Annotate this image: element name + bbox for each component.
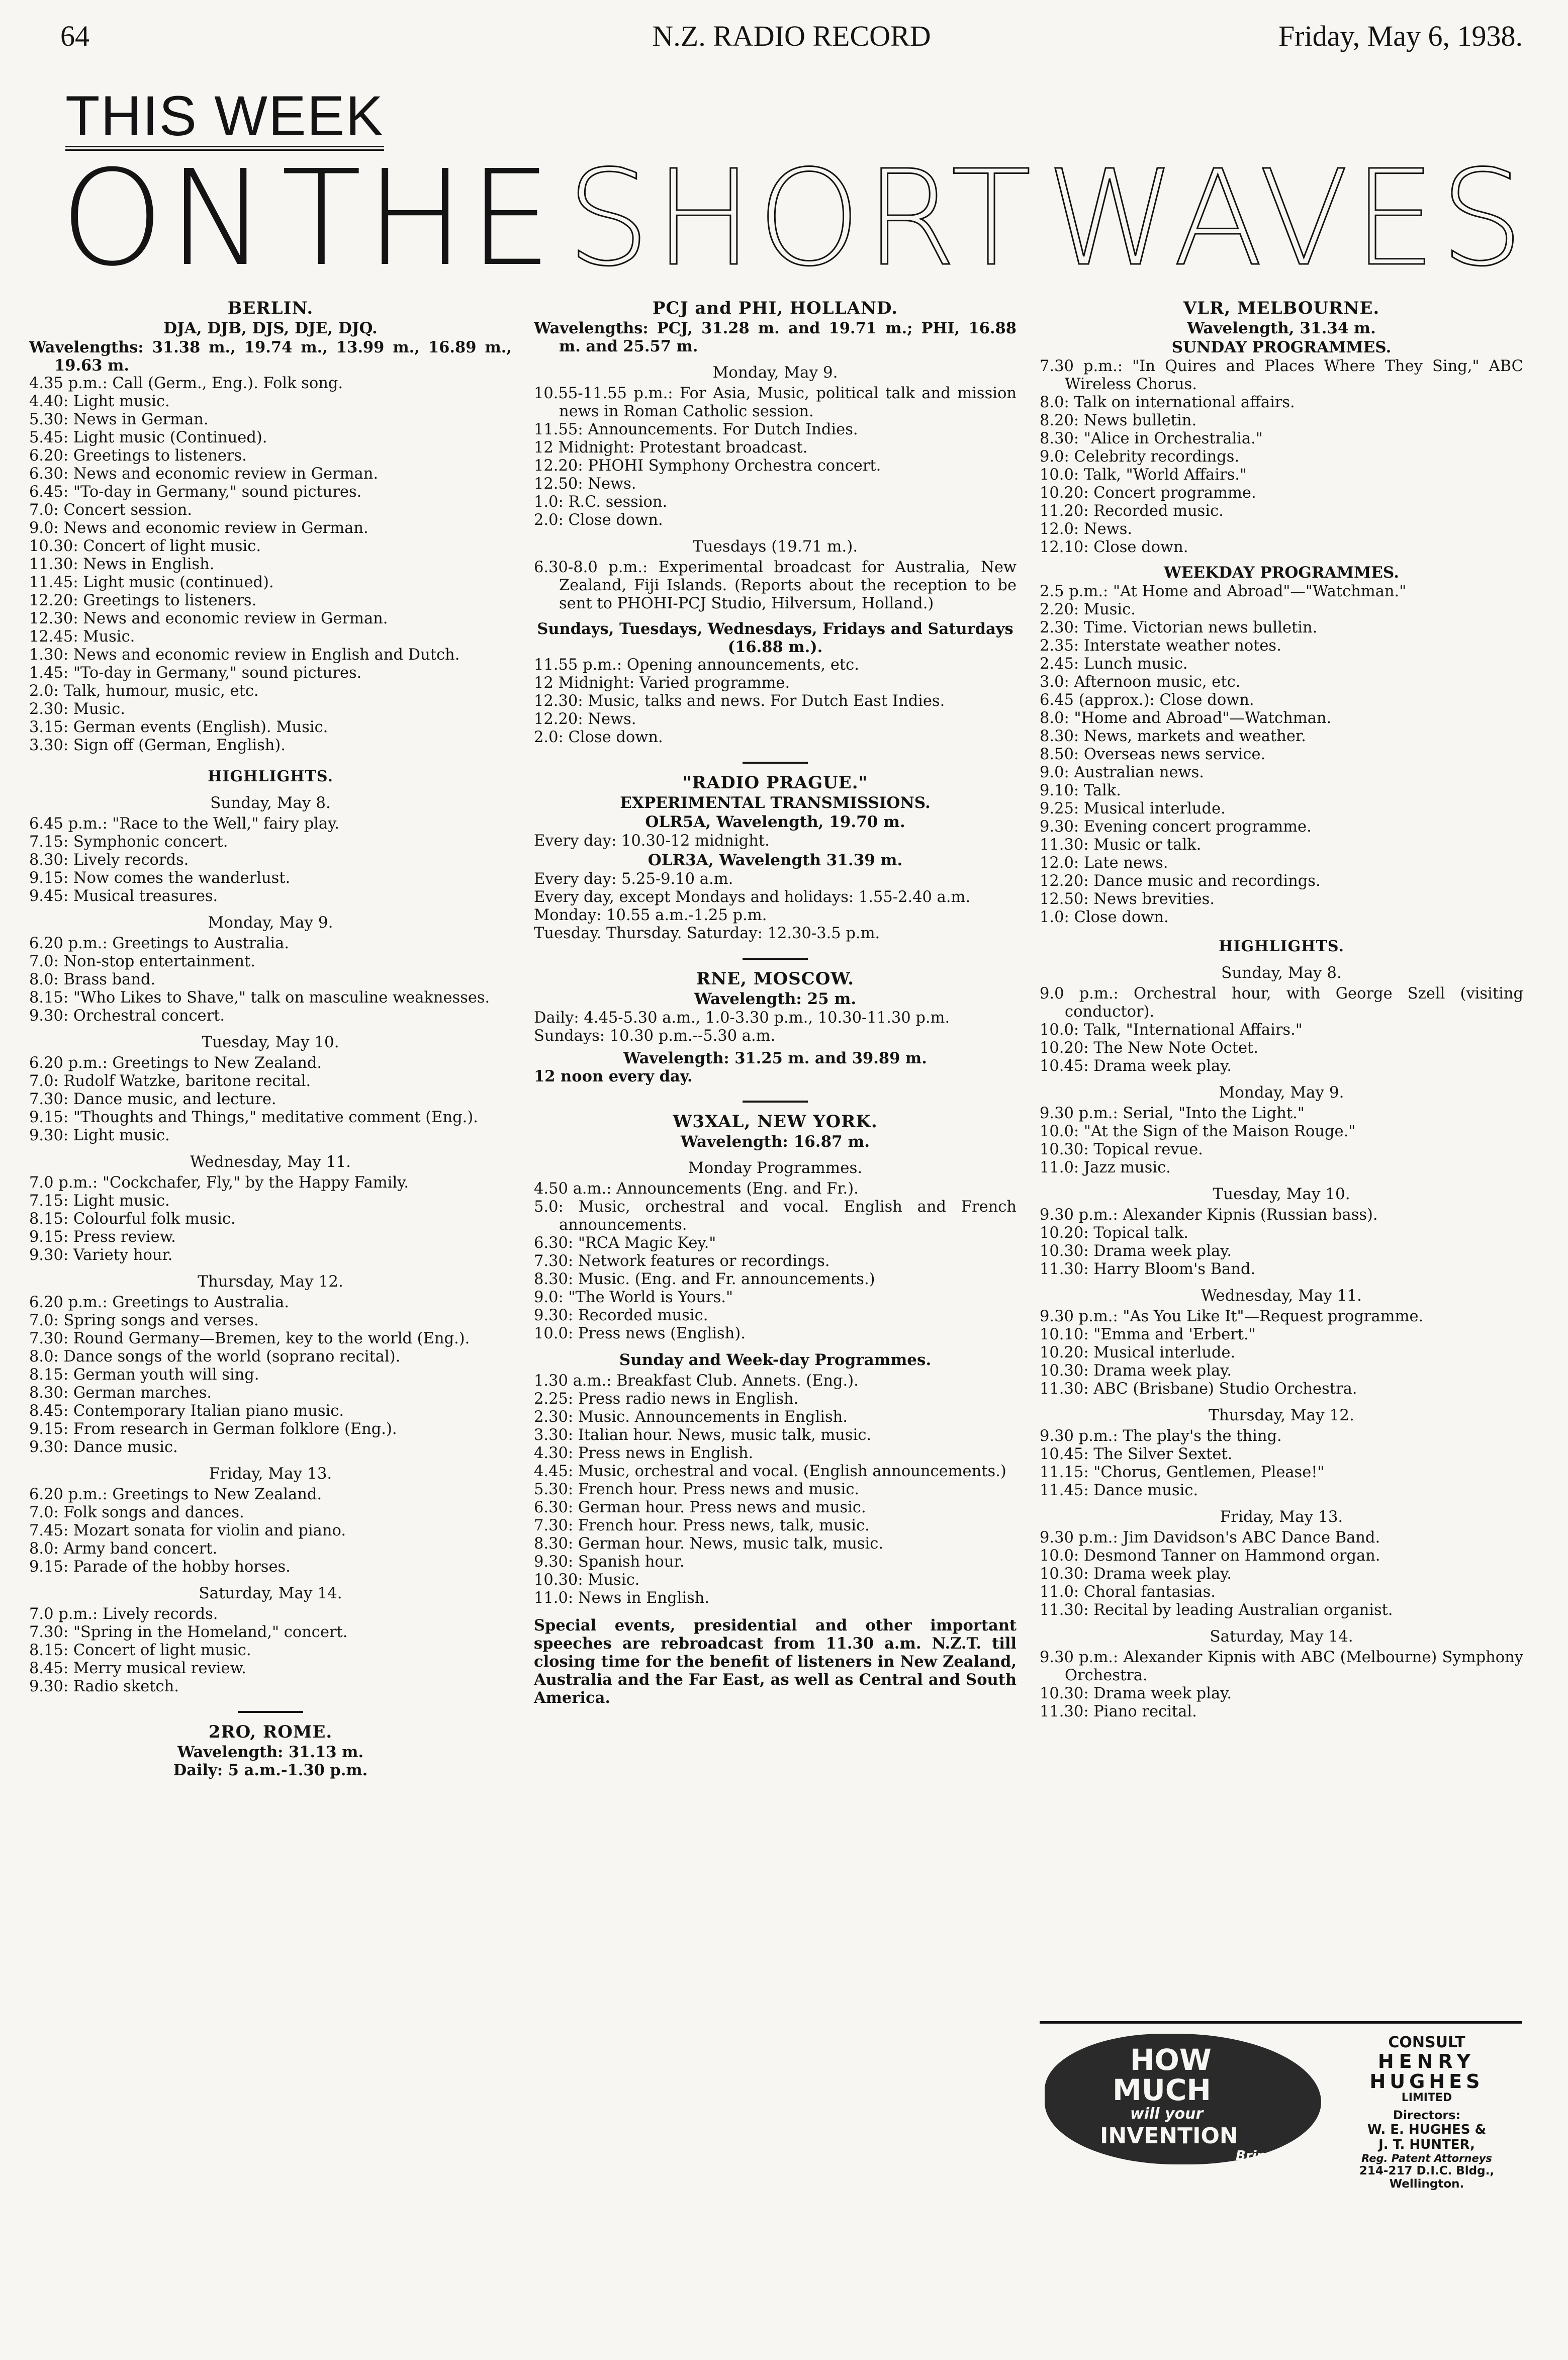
day-heading: Friday, May 13. xyxy=(209,1465,332,1483)
station-title: VLR, MELBOURNE. xyxy=(1183,298,1380,318)
schedule-item: 12.20: PHOHI Symphony Orchestra concert. xyxy=(534,457,881,475)
schedule-item: 12.20: Greetings to listeners. xyxy=(29,592,257,609)
highlight-item: 10.45: The Silver Sextet. xyxy=(1040,1445,1233,1463)
ad-role: Reg. Patent Attorneys xyxy=(1361,2152,1492,2164)
schedule-item: 12.45: Music. xyxy=(29,628,135,646)
schedule-item: Monday: 10.55 a.m.-1.25 p.m. xyxy=(534,906,767,924)
schedule-item: 10.30: Concert of light music. xyxy=(29,537,261,555)
schedule-item: 10.0: Talk, "World Affairs." xyxy=(1040,466,1247,484)
highlight-item: 7.15: Light music. xyxy=(29,1192,170,1210)
schedule-item: 2.0: Talk, humour, music, etc. xyxy=(29,682,259,700)
schedule-item: 11.0: News in English. xyxy=(534,1589,710,1607)
schedule-item: 4.40: Light music. xyxy=(29,393,170,410)
highlight-item: 10.20: Topical talk. xyxy=(1040,1224,1188,1242)
note: Special events, presidential and other important speeches are rebroadcast from 11.30 a.m. N.Z.T. till closing time for the benefit of listeners in New Zealand, Australia and the Far East, as well as Central and South America. xyxy=(534,1616,1017,1707)
schedule xyxy=(534,656,1017,747)
subheading: SUNDAY PROGRAMMES. xyxy=(1171,338,1392,356)
schedule-item: 9.25: Musical interlude. xyxy=(1040,800,1226,818)
schedule-item: 6.30-8.0 p.m.: Experimental broadcast for Australia, New Zealand, Fiji Islands. (Reports about the reception to be sent to PHOHI-PCJ Studio, Hilversum, Holland.) xyxy=(534,559,1017,612)
ad-much: MUCH xyxy=(1113,2073,1211,2107)
schedule-item: 9.0: "The World is Yours." xyxy=(534,1289,733,1306)
wavelengths: Wavelengths: 31.38 m., 19.74 m., 13.99 m., 16.89 m., 19.63 m. xyxy=(29,338,512,375)
schedule-item: 11.30: Music or talk. xyxy=(1040,836,1202,854)
page-number: 64 xyxy=(60,20,89,52)
highlight-item: 7.0 p.m.: "Cockchafer, Fly," by the Happy Family. xyxy=(29,1174,409,1192)
highlight-item: 9.30 p.m.: Jim Davidson's ABC Dance Band. xyxy=(1040,1529,1380,1547)
schedule xyxy=(534,870,1017,943)
day-heading: Friday, May 13. xyxy=(1220,1508,1343,1526)
schedule-item: 10.20: Concert programme. xyxy=(1040,484,1256,502)
ad-address: 214-217 D.I.C. Bldg., xyxy=(1359,2164,1495,2177)
schedule-item: Every day, except Mondays and holidays: 1.55-2.40 a.m. xyxy=(534,888,971,906)
ad-city: Wellington. xyxy=(1389,2177,1464,2191)
detail-line: Daily: 5 a.m.-1.30 p.m. xyxy=(173,1761,368,1779)
station-title: "RADIO PRAGUE." xyxy=(682,773,868,793)
highlight-item: 7.0: Non-stop entertainment. xyxy=(29,953,255,970)
schedule-item: 8.30: Music. (Eng. and Fr. announcements.) xyxy=(534,1270,875,1288)
highlight-item: 9.30: Variety hour. xyxy=(29,1246,173,1264)
highlight-item: 7.30: "Spring in the Homeland," concert. xyxy=(29,1623,348,1641)
station-title: RNE, MOSCOW. xyxy=(696,969,855,989)
schedule-item: Tuesday. Thursday. Saturday: 12.30-3.5 p.m. xyxy=(534,925,880,942)
title-word: SHORT xyxy=(567,142,1036,295)
highlight-item: 10.0: Talk, "International Affairs." xyxy=(1040,1021,1303,1039)
highlight-item: 10.0: "At the Sign of the Maison Rouge." xyxy=(1040,1123,1356,1140)
highlight-item: 7.15: Symphonic concert. xyxy=(29,833,228,851)
schedule-item: 3.30: Italian hour. News, music talk, music. xyxy=(534,1426,872,1444)
schedule-item: 6.45: "To-day in Germany," sound pictures. xyxy=(29,483,362,501)
highlight-item: 10.0: Desmond Tanner on Hammond organ. xyxy=(1040,1547,1380,1565)
schedule-item: 6.30: German hour. Press news and music. xyxy=(534,1499,866,1516)
schedule-item: 12.30: Music, talks and news. For Dutch East Indies. xyxy=(534,692,945,710)
subheading: EXPERIMENTAL TRANSMISSIONS. xyxy=(620,794,931,812)
highlight-item: 8.45: Contemporary Italian piano music. xyxy=(29,1402,344,1420)
station-title: BERLIN. xyxy=(227,298,314,318)
day-heading: Sunday and Week-day Programmes. xyxy=(619,1351,932,1369)
highlight-item: 9.30 p.m.: Serial, "Into the Light." xyxy=(1040,1105,1305,1122)
highlight-item: 11.0: Jazz music. xyxy=(1040,1159,1171,1176)
schedule-item: 4.30: Press news in English. xyxy=(534,1444,754,1462)
highlight-item: 6.20 p.m.: Greetings to New Zealand. xyxy=(29,1054,322,1072)
ad-limited: LIMITED xyxy=(1401,2092,1452,2104)
schedule-item: 9.30: Recorded music. xyxy=(534,1307,708,1324)
schedule-item: 9.0: Australian news. xyxy=(1040,764,1204,781)
schedule-item: 2.30: Time. Victorian news bulletin. xyxy=(1040,619,1318,637)
schedule xyxy=(534,1180,1017,1343)
wavelengths: Wavelengths: PCJ, 31.28 m. and 19.71 m.; PHI, 16.88 m. and 25.57 m. xyxy=(534,319,1017,355)
highlights xyxy=(1040,964,1523,1721)
highlight-item: 8.0: Brass band. xyxy=(29,971,156,988)
highlight-item: 11.30: Harry Bloom's Band. xyxy=(1040,1260,1256,1278)
highlight-item: 9.15: From research in German folklore (Eng.). xyxy=(29,1420,397,1438)
schedule-item: 8.50: Overseas news service. xyxy=(1040,746,1266,763)
call-signs: DJA, DJB, DJS, DJE, DJQ. xyxy=(163,319,378,337)
schedule xyxy=(1040,583,1523,927)
day-heading: Thursday, May 12. xyxy=(1209,1406,1354,1424)
patent-advertisement xyxy=(1040,2021,1522,2191)
schedule-item: 8.20: News bulletin. xyxy=(1040,412,1197,429)
highlight-item: 6.20 p.m.: Greetings to Australia. xyxy=(29,1294,290,1311)
highlight-item: 9.30 p.m.: Alexander Kipnis with ABC (Melbourne) Symphony Orchestra. xyxy=(1040,1649,1523,1684)
schedule-item: 1.30: News and economic review in English and Dutch. xyxy=(29,646,460,664)
schedule-item: 2.30: Music. xyxy=(29,700,125,718)
highlight-item: 10.30: Topical revue. xyxy=(1040,1141,1203,1158)
day-heading: Monday, May 9. xyxy=(208,914,333,932)
schedule-item: 9.30: Evening concert programme. xyxy=(1040,818,1312,836)
schedule-item: 10.30: Music. xyxy=(534,1571,640,1589)
title-word: ON xyxy=(60,142,271,295)
issue-date: Friday, May 6, 1938. xyxy=(1278,20,1523,52)
schedule-item: 4.50 a.m.: Announcements (Eng. and Fr.). xyxy=(534,1180,859,1198)
divider xyxy=(743,1101,808,1103)
schedule-item: 12 Midnight: Protestant broadcast. xyxy=(534,439,808,457)
magazine-name: N.Z. RADIO RECORD xyxy=(652,20,931,52)
ad-bring: Bring? xyxy=(1236,2148,1283,2163)
schedule-item: 3.0: Afternoon music, etc. xyxy=(1040,673,1241,691)
schedule-item: 9.30: Spanish hour. xyxy=(534,1553,685,1571)
schedule xyxy=(534,385,1017,529)
highlight-item: 9.15: Now comes the wanderlust. xyxy=(29,869,291,887)
schedule-item: 12.30: News and economic review in German. xyxy=(29,610,388,627)
schedule-item: 12.0: Late news. xyxy=(1040,854,1168,872)
station-title: W3XAL, NEW YORK. xyxy=(673,1112,878,1132)
highlight-item: 11.30: ABC (Brisbane) Studio Orchestra. xyxy=(1040,1380,1357,1398)
highlights xyxy=(29,794,512,1696)
highlight-item: 10.10: "Emma and 'Erbert." xyxy=(1040,1326,1256,1343)
highlight-item: 7.30: Round Germany—Bremen, key to the world (Eng.). xyxy=(29,1330,470,1347)
schedule-item: 10.0: Press news (English). xyxy=(534,1325,746,1342)
highlights-heading: HIGHLIGHTS. xyxy=(208,768,333,785)
highlight-item: 8.15: Colourful folk music. xyxy=(29,1210,236,1228)
schedule-item: 10.55-11.55 p.m.: For Asia, Music, political talk and mission news in Roman Catholic session. xyxy=(534,385,1017,420)
schedule-item: 8.0: Talk on international affairs. xyxy=(1040,394,1295,411)
ad-consult: CONSULT xyxy=(1388,2034,1465,2051)
day-heading: Wednesday, May 11. xyxy=(190,1153,351,1171)
ad-name1: HENRY xyxy=(1377,2050,1476,2072)
highlight-item: 10.20: The New Note Octet. xyxy=(1040,1039,1258,1057)
schedule-item: 2.5 p.m.: "At Home and Abroad"—"Watchman." xyxy=(1040,583,1407,600)
highlight-item: 9.45: Musical treasures. xyxy=(29,887,218,905)
schedule-item: 6.30: News and economic review in German. xyxy=(29,465,379,483)
schedule-item: 8.30: German hour. News, music talk, music. xyxy=(534,1535,884,1553)
highlight-item: 7.45: Mozart sonata for violin and piano. xyxy=(29,1522,346,1539)
schedule-item: Daily: 4.45-5.30 a.m., 1.0-3.30 p.m., 10.30-11.30 p.m. xyxy=(534,1009,950,1027)
highlight-item: 8.15: "Who Likes to Shave," talk on masculine weaknesses. xyxy=(29,989,490,1007)
highlight-item: 9.0 p.m.: Orchestral hour, with George Szell (visiting conductor). xyxy=(1040,985,1523,1021)
schedule-item: 3.15: German events (English). Music. xyxy=(29,718,328,736)
highlight-item: 7.0: Spring songs and verses. xyxy=(29,1312,259,1329)
column-holland xyxy=(534,294,1017,1707)
highlight-item: 9.15: Parade of the hobby horses. xyxy=(29,1558,291,1576)
divider xyxy=(238,1711,303,1713)
main-title xyxy=(60,142,1528,295)
highlight-item: 9.15: "Thoughts and Things," meditative comment (Eng.). xyxy=(29,1109,478,1126)
day-heading: Sunday, May 8. xyxy=(1221,964,1342,982)
day-heading: Monday, May 9. xyxy=(1219,1083,1344,1102)
day-heading: Saturday, May 14. xyxy=(199,1584,342,1602)
day-heading: Wednesday, May 11. xyxy=(1201,1287,1362,1305)
schedule xyxy=(29,375,512,755)
schedule-item: 12.20: News. xyxy=(534,710,636,728)
highlight-item: 9.30: Light music. xyxy=(29,1127,170,1144)
schedule-item: 2.45: Lunch music. xyxy=(1040,655,1188,673)
highlight-item: 11.30: Piano recital. xyxy=(1040,1703,1197,1720)
schedule-item: 5.45: Light music (Continued). xyxy=(29,429,267,446)
ad-graphic xyxy=(1045,2034,1321,2164)
schedule-item: 7.30 p.m.: "In Quires and Places Where They Sing," ABC Wireless Chorus. xyxy=(1040,357,1523,393)
divider xyxy=(743,958,808,960)
highlight-item: 10.30: Drama week play. xyxy=(1040,1242,1232,1260)
day-heading: Monday, May 9. xyxy=(712,364,838,382)
day-heading: Tuesday, May 10. xyxy=(1213,1185,1350,1203)
schedule-item: 11.55: Announcements. For Dutch Indies. xyxy=(534,421,858,438)
schedule-item: 4.35 p.m.: Call (Germ., Eng.). Folk song. xyxy=(29,375,343,392)
highlight-item: 6.20 p.m.: Greetings to Australia. xyxy=(29,935,290,952)
highlight-item: 9.30 p.m.: "As You Like It"—Request programme. xyxy=(1040,1308,1424,1325)
schedule-item: 12 Midnight: Varied programme. xyxy=(534,674,790,692)
ad-directors: Directors: xyxy=(1393,2108,1461,2122)
highlight-item: 11.45: Dance music. xyxy=(1040,1482,1198,1499)
schedule-item: 1.45: "To-day in Germany," sound pictures. xyxy=(29,664,362,682)
schedule-item: 9.0: News and economic review in German. xyxy=(29,519,368,537)
schedule-item: 5.30: French hour. Press news and music. xyxy=(534,1481,860,1498)
schedule xyxy=(534,1372,1017,1607)
schedule-item: 12.0: News. xyxy=(1040,520,1133,538)
highlight-item: 9.30 p.m.: The play's the thing. xyxy=(1040,1427,1282,1445)
schedule-item: 4.45: Music, orchestral and vocal. (English announcements.) xyxy=(534,1463,1006,1480)
ad-director-2: J. T. HUNTER, xyxy=(1378,2137,1475,2152)
schedule-item: Sundays: 10.30 p.m.--5.30 a.m. xyxy=(534,1027,776,1045)
highlight-item: 7.0: Folk songs and dances. xyxy=(29,1504,244,1521)
schedule-item: 7.30: French hour. Press news, talk, music. xyxy=(534,1517,870,1534)
highlight-item: 7.30: Dance music, and lecture. xyxy=(29,1091,276,1108)
schedule xyxy=(1040,357,1523,557)
highlight-item: 8.30: German marches. xyxy=(29,1384,212,1402)
schedule xyxy=(534,1009,1017,1045)
schedule-item: 6.45 (approx.): Close down. xyxy=(1040,691,1254,709)
highlight-item: 10.30: Drama week play. xyxy=(1040,1565,1232,1583)
highlight-item: 7.0 p.m.: Lively records. xyxy=(29,1605,218,1623)
rome-details xyxy=(29,1743,512,1779)
kicker-heading: THIS WEEK xyxy=(65,86,384,151)
schedule-item: 2.30: Music. Announcements in English. xyxy=(534,1408,848,1426)
highlight-item: 7.0: Rudolf Watzke, baritone recital. xyxy=(29,1072,311,1090)
schedule-item: 6.20: Greetings to listeners. xyxy=(29,447,247,465)
day-heading: Sunday, May 8. xyxy=(210,794,331,812)
highlight-item: 10.20: Musical interlude. xyxy=(1040,1344,1236,1361)
ad-name2: HUGHES xyxy=(1369,2070,1484,2093)
highlight-item: 9.30: Radio sketch. xyxy=(29,1678,179,1695)
schedule-item: 11.45: Light music (continued). xyxy=(29,574,274,591)
schedule-item: 2.35: Interstate weather notes. xyxy=(1040,637,1281,655)
schedule-item: 5.30: News in German. xyxy=(29,411,209,428)
highlight-item: 9.30 p.m.: Alexander Kipnis (Russian bass). xyxy=(1040,1206,1378,1224)
day-heading: Thursday, May 12. xyxy=(198,1273,343,1291)
schedule-item: 11.20: Recorded music. xyxy=(1040,502,1224,520)
highlight-item: 8.0: Dance songs of the world (soprano recital). xyxy=(29,1348,401,1366)
schedule-item: 9.0: Celebrity recordings. xyxy=(1040,448,1240,466)
wavelength: Wavelength: 16.87 m. xyxy=(680,1133,870,1151)
day-heading: Sundays, Tuesdays, Wednesdays, Fridays and Saturdays (16.88 m.). xyxy=(537,620,1013,656)
detail-line: Wavelength: 31.13 m. xyxy=(177,1743,364,1761)
wavelength: Wavelength: 31.25 m. and 39.89 m. xyxy=(623,1049,927,1067)
schedule-item: 2.25: Press radio news in English. xyxy=(534,1390,799,1408)
wavelength: OLR3A, Wavelength 31.39 m. xyxy=(648,851,903,869)
highlight-item: 11.30: Recital by leading Australian organist. xyxy=(1040,1601,1393,1619)
highlight-item: 8.15: Concert of light music. xyxy=(29,1642,251,1659)
schedule-item: 12.50: News brevities. xyxy=(1040,890,1215,908)
ad-director-1: W. E. HUGHES & xyxy=(1367,2122,1487,2137)
highlight-item: 11.0: Choral fantasias. xyxy=(1040,1583,1216,1601)
title-word: WAVES xyxy=(1046,142,1528,295)
schedule-item: 5.0: Music, orchestral and vocal. English and French announcements. xyxy=(534,1198,1017,1234)
schedule-item: 2.0: Close down. xyxy=(534,511,663,529)
schedule-item: 11.55 p.m.: Opening announcements, etc. xyxy=(534,656,859,674)
column-melbourne xyxy=(1040,294,1523,1721)
highlights-heading: HIGHLIGHTS. xyxy=(1219,938,1344,955)
highlight-item: 10.30: Drama week play. xyxy=(1040,1362,1232,1380)
ad-text xyxy=(1334,2034,1520,2191)
schedule-item: 12.10: Close down. xyxy=(1040,538,1188,556)
highlight-item: 6.45 p.m.: "Race to the Well," fairy play. xyxy=(29,815,339,833)
highlight-item: 9.30: Dance music. xyxy=(29,1438,178,1456)
schedule-item: 12.50: News. xyxy=(534,475,636,493)
schedule-item: 3.30: Sign off (German, English). xyxy=(29,737,286,754)
day-heading: Saturday, May 14. xyxy=(1210,1627,1353,1646)
day-heading: Tuesday, May 10. xyxy=(202,1033,339,1051)
wavelength: Wavelength: 25 m. xyxy=(694,990,857,1008)
schedule-item: 8.0: "Home and Abroad"—Watchman. xyxy=(1040,709,1332,727)
schedule-item: 6.30: "RCA Magic Key." xyxy=(534,1234,716,1252)
schedule-line: Every day: 10.30-12 midnight. xyxy=(534,832,770,850)
schedule-item: 7.0: Concert session. xyxy=(29,501,192,519)
schedule-item: Every day: 5.25-9.10 a.m. xyxy=(534,870,733,888)
schedule-line: 12 noon every day. xyxy=(534,1067,693,1085)
schedule-item: 1.0: R.C. session. xyxy=(534,493,668,511)
day-heading: Monday Programmes. xyxy=(688,1159,863,1177)
title-word: THE xyxy=(281,142,556,295)
highlight-item: 8.45: Merry musical review. xyxy=(29,1660,246,1677)
highlight-item: 6.20 p.m.: Greetings to New Zealand. xyxy=(29,1486,322,1503)
highlight-item: 9.30: Orchestral concert. xyxy=(29,1007,225,1025)
schedule-item: 9.10: Talk. xyxy=(1040,782,1121,799)
divider xyxy=(743,762,808,764)
wavelength: Wavelength, 31.34 m. xyxy=(1187,319,1376,337)
highlight-item: 8.30: Lively records. xyxy=(29,851,189,869)
station-title: PCJ and PHI, HOLLAND. xyxy=(652,298,898,318)
column-berlin xyxy=(29,294,512,1779)
ad-how: HOW xyxy=(1130,2043,1212,2077)
highlight-item: 8.0: Army band concert. xyxy=(29,1540,218,1558)
schedule-item: 2.20: Music. xyxy=(1040,601,1136,618)
highlight-item: 11.15: "Chorus, Gentlemen, Please!" xyxy=(1040,1464,1325,1481)
schedule-item: 12.20: Dance music and recordings. xyxy=(1040,872,1321,890)
schedule-item: 1.30 a.m.: Breakfast Club. Annets. (Eng.). xyxy=(534,1372,859,1390)
schedule xyxy=(534,559,1017,613)
schedule-item: 7.30: Network features or recordings. xyxy=(534,1252,830,1270)
page-header xyxy=(60,19,1523,59)
schedule-item: 8.30: News, markets and weather. xyxy=(1040,728,1306,745)
station-title: 2RO, ROME. xyxy=(208,1722,333,1742)
day-heading: Tuesdays (19.71 m.). xyxy=(692,537,858,556)
schedule-item: 2.0: Close down. xyxy=(534,729,663,746)
highlight-item: 10.45: Drama week play. xyxy=(1040,1057,1232,1075)
ad-invention: INVENTION xyxy=(1100,2123,1238,2149)
wavelength: OLR5A, Wavelength, 19.70 m. xyxy=(645,813,905,831)
highlight-item: 9.15: Press review. xyxy=(29,1228,176,1246)
schedule-item: 1.0: Close down. xyxy=(1040,909,1169,926)
ad-will: will your xyxy=(1130,2105,1204,2123)
schedule-item: 11.30: News in English. xyxy=(29,556,215,573)
subheading: WEEKDAY PROGRAMMES. xyxy=(1163,564,1400,582)
highlight-item: 8.15: German youth will sing. xyxy=(29,1366,259,1384)
schedule-item: 8.30: "Alice in Orchestralia." xyxy=(1040,430,1263,447)
highlight-item: 10.30: Drama week play. xyxy=(1040,1685,1232,1702)
